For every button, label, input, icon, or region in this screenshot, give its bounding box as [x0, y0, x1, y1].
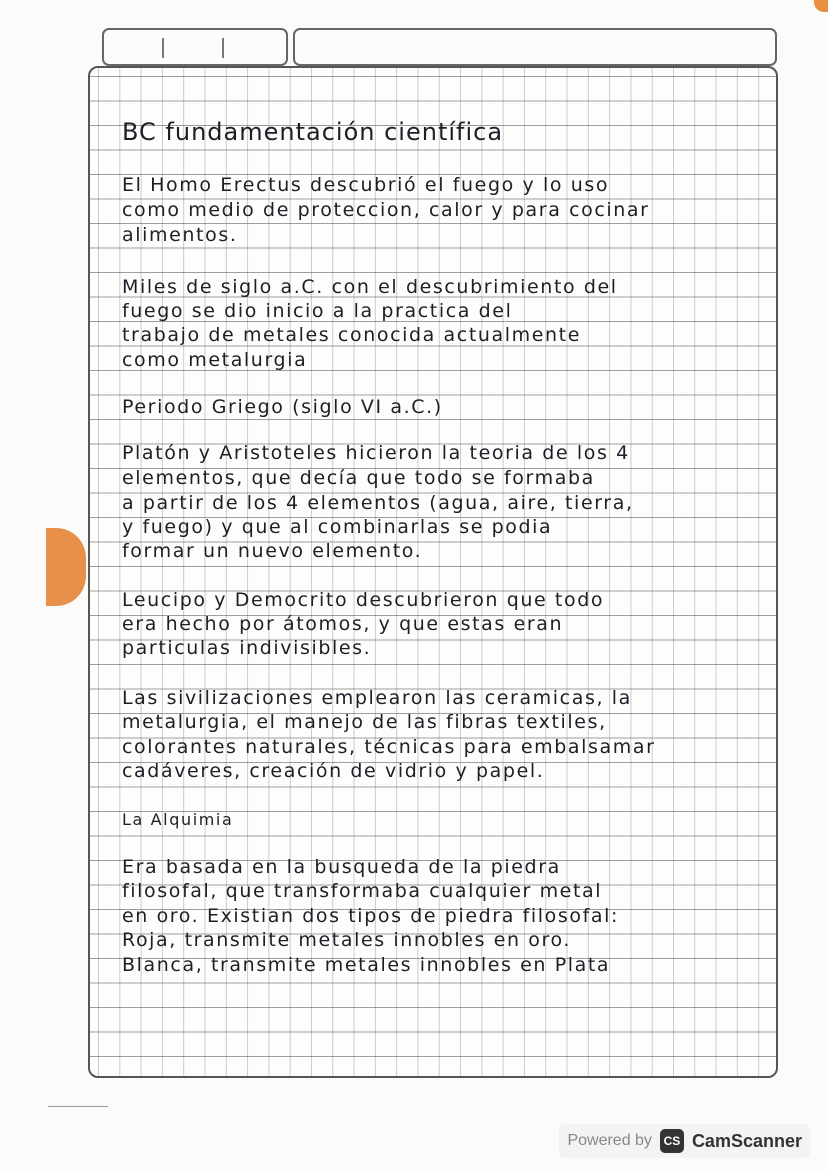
text-line: formar un nuevo elemento. — [122, 540, 423, 562]
section-heading: Periodo Griego (siglo VI a.C.) — [122, 396, 443, 418]
text-line: en oro. Existian dos tipos de piedra filosofal: — [122, 905, 619, 927]
divider — [222, 38, 224, 58]
text-line: trabajo de metales conocida actualmente — [122, 324, 582, 346]
text-line: Roja, transmite metales innobles en oro. — [122, 929, 572, 951]
text-line: a partir de los 4 elementos (agua, aire, tierra, — [122, 492, 634, 514]
text-line: Leucipo y Democrito descubrieron que todo — [122, 589, 605, 611]
divider — [48, 1106, 108, 1107]
page-title: BC fundamentación científica — [122, 118, 504, 146]
text-line: Blanca, transmite metales innobles en Plata — [122, 954, 611, 976]
header-box-subject — [293, 28, 777, 66]
text-line: alimentos. — [122, 224, 238, 246]
text-line: como medio de proteccion, calor y para cocinar — [122, 199, 650, 221]
text-line: Las sivilizaciones emplearon las ceramicas, la — [122, 687, 632, 709]
powered-by-label: Powered by — [567, 1132, 652, 1149]
camscanner-logo-icon: CS — [660, 1129, 684, 1153]
text-line: era hecho por átomos, y que estas eran — [122, 613, 564, 635]
section-heading: La Alquimia — [122, 810, 234, 829]
text-line: Era basada en la busqueda de la piedra — [122, 856, 561, 878]
divider — [162, 38, 164, 58]
text-line: El Homo Erectus descubrió el fuego y lo uso — [122, 174, 610, 196]
text-line: colorantes naturales, técnicas para embalsamar — [122, 736, 656, 758]
text-line: como metalurgia — [122, 349, 308, 371]
text-line: particulas indivisibles. — [122, 637, 372, 659]
text-line: filosofal, que transformaba cualquier metal — [122, 880, 603, 902]
scan-edge-mark — [814, 0, 828, 12]
header-box-date — [102, 28, 288, 66]
text-line: elementos, que decía que todo se formaba — [122, 467, 595, 489]
text-line: Miles de siglo a.C. con el descubrimiento del — [122, 276, 618, 298]
text-line: cadáveres, creación de vidrio y papel. — [122, 760, 545, 782]
thumb — [46, 528, 86, 606]
camscanner-watermark — [559, 1124, 810, 1158]
text-line: Platón y Aristoteles hicieron la teoria de los 4 — [122, 442, 630, 464]
text-line: metalurgia, el manejo de las fibras textiles, — [122, 711, 607, 733]
text-line: fuego se dio inicio a la practica del — [122, 300, 513, 322]
text-line: y fuego) y que al combinarlas se podia — [122, 516, 553, 538]
brand-name: CamScanner — [691, 1130, 802, 1151]
